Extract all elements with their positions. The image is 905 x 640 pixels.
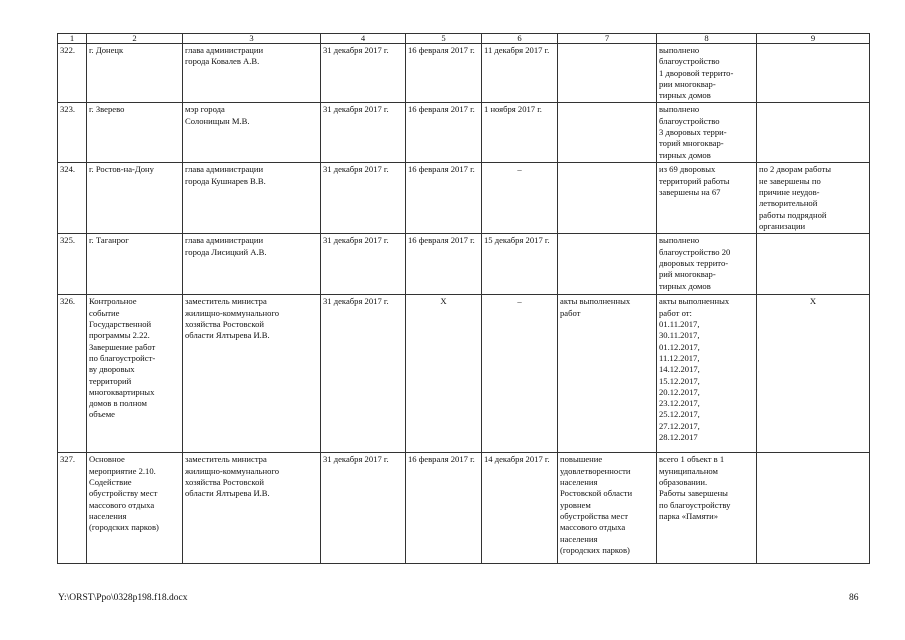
problems-note-line: не завершены по	[759, 175, 821, 186]
actual-result-line: образовании.	[659, 477, 708, 488]
responsible-person-line: области Ялтырева И.В.	[185, 330, 270, 341]
start-date: 16 февраля 2017 г.	[406, 234, 482, 295]
event-name-line: г. Ростов-на-Дону	[89, 164, 154, 175]
actual-date: 15 декабря 2017 г.	[482, 234, 558, 295]
event-name	[87, 453, 183, 564]
responsible-person-line: города Кушнарев В.В.	[185, 175, 266, 186]
actual-result-line: 23.12.2017,	[659, 398, 700, 409]
table-row	[58, 295, 870, 453]
event-name-line: обустройству мест	[89, 488, 158, 499]
actual-date: –	[482, 163, 558, 234]
responsible-person-line: глава администрации	[185, 164, 264, 175]
actual-result	[657, 234, 757, 295]
start-date: 16 февраля 2017 г.	[406, 163, 482, 234]
event-name-line: объеме	[89, 409, 115, 420]
event-name	[87, 44, 183, 103]
problems-note	[757, 234, 870, 295]
actual-result	[657, 453, 757, 564]
event-name-line: г. Зверево	[89, 104, 125, 115]
expected-result-line: удовлетворенности	[560, 465, 631, 476]
event-name-line: мероприятие 2.10.	[89, 465, 156, 476]
row-number: 326.	[58, 295, 87, 453]
responsible-person-line: города Ковалев А.В.	[185, 56, 260, 67]
actual-result	[657, 295, 757, 453]
problems-note-line: причине неудов-	[759, 187, 820, 198]
actual-result-line: 1 дворовой террито-	[659, 67, 734, 78]
problems-note	[757, 295, 870, 453]
row-number: 324.	[58, 163, 87, 234]
actual-result-line: тирных домов	[659, 280, 711, 291]
actual-result-line: 14.12.2017,	[659, 364, 700, 375]
actual-result-line: по благоустройству	[659, 499, 731, 510]
event-name-line: г. Таганрог	[89, 235, 129, 246]
event-name-line: населения	[89, 510, 127, 521]
table-row	[58, 44, 870, 103]
planned-date: 31 декабря 2017 г.	[321, 103, 406, 163]
expected-result	[558, 234, 657, 295]
actual-date: 11 декабря 2017 г.	[482, 44, 558, 103]
problems-note-line: организации	[759, 220, 806, 231]
actual-result-line: 30.11.2017,	[659, 330, 700, 341]
responsible-person	[183, 44, 321, 103]
actual-result-line: выполнено	[659, 45, 700, 55]
problems-note-line: Х	[809, 296, 817, 307]
actual-result-line: 3 дворовых терри-	[659, 127, 727, 138]
event-name-line: ву дворовых	[89, 364, 135, 375]
start-date: Х	[406, 295, 482, 453]
event-name-line: Контрольное	[89, 296, 137, 307]
row-number: 325.	[58, 234, 87, 295]
problems-note	[757, 103, 870, 163]
actual-result-line: дворовых террито-	[659, 258, 729, 269]
actual-result	[657, 163, 757, 234]
problems-note-line: работы подрядной	[759, 209, 827, 220]
planned-date: 31 декабря 2017 г.	[321, 234, 406, 295]
table-row	[58, 453, 870, 564]
event-name	[87, 163, 183, 234]
actual-result-line: 11.12.2017,	[659, 352, 700, 363]
column-number: 9	[757, 34, 870, 44]
event-name-line: массового отдыха	[89, 499, 155, 510]
column-number-row	[58, 34, 870, 44]
expected-result	[558, 103, 657, 163]
actual-result-line: благоустройство 20	[659, 246, 731, 257]
start-date: 16 февраля 2017 г.	[406, 44, 482, 103]
expected-result-line: населения	[560, 477, 598, 488]
problems-note-line: по 2 дворам работы	[759, 164, 832, 175]
event-name-line: г. Донецк	[89, 45, 124, 55]
event-name-line: многоквартирных	[89, 386, 155, 397]
expected-result-line: работ	[560, 307, 581, 318]
actual-result-line: работ от:	[659, 307, 692, 318]
actual-result-line: рии многоквар-	[659, 78, 716, 89]
actual-date: 1 ноября 2017 г.	[482, 103, 558, 163]
actual-result-line: выполнено	[659, 235, 700, 246]
event-name-line: по благоустройст-	[89, 352, 156, 363]
actual-result-line: всего 1 объект в 1	[659, 454, 725, 465]
responsible-person	[183, 453, 321, 564]
start-date: 16 февраля 2017 г.	[406, 103, 482, 163]
actual-result-line: благоустройство	[659, 56, 720, 67]
column-number: 7	[558, 34, 657, 44]
expected-result-line: акты выполненных	[560, 296, 631, 307]
column-number: 8	[657, 34, 757, 44]
actual-result-line: Работы завершены	[659, 488, 728, 499]
event-name	[87, 234, 183, 295]
actual-result-line: 25.12.2017,	[659, 409, 700, 420]
actual-result-line: торий многоквар-	[659, 138, 724, 149]
column-number: 1	[58, 34, 87, 44]
event-name-line: событие	[89, 307, 120, 318]
planned-date: 31 декабря 2017 г.	[321, 295, 406, 453]
responsible-person-line: глава администрации	[185, 45, 264, 55]
problems-note	[757, 163, 870, 234]
actual-result	[657, 44, 757, 103]
event-name-line: Завершение работ	[89, 341, 156, 352]
column-number: 6	[482, 34, 558, 44]
expected-result-line: обустройства мест	[560, 510, 629, 521]
problems-note-line: летворительной	[759, 198, 818, 209]
responsible-person	[183, 234, 321, 295]
responsible-person	[183, 163, 321, 234]
expected-result-line: (городских парков)	[560, 544, 630, 555]
row-number: 327.	[58, 453, 87, 564]
actual-result-line: акты выполненных	[659, 296, 730, 307]
expected-result-line: уровнем	[560, 499, 591, 510]
problems-note	[757, 453, 870, 564]
actual-result-line: парка «Памяти»	[659, 510, 719, 521]
actual-result-line: завершены на 67	[659, 187, 721, 198]
responsible-person-line: заместитель министра	[185, 454, 267, 465]
expected-result	[558, 44, 657, 103]
actual-result-line: 20.12.2017,	[659, 386, 700, 397]
event-name-line: Содействие	[89, 477, 132, 488]
expected-result	[558, 295, 657, 453]
event-name-line: программы 2.22.	[89, 330, 150, 341]
responsible-person-line: мэр города	[185, 104, 225, 115]
report-table	[57, 33, 870, 564]
column-number: 2	[87, 34, 183, 44]
actual-result-line: муниципальном	[659, 465, 718, 476]
table-row	[58, 103, 870, 163]
problems-note	[757, 44, 870, 103]
planned-date: 31 декабря 2017 г.	[321, 44, 406, 103]
table-row	[58, 163, 870, 234]
event-name-line: территорий	[89, 375, 132, 386]
actual-result-line: территорий работы	[659, 175, 730, 186]
expected-result	[558, 163, 657, 234]
responsible-person	[183, 103, 321, 163]
expected-result	[558, 453, 657, 564]
footer-file-path: Y:\ORST\Ppo\0328p198.f18.docx	[58, 593, 188, 603]
responsible-person-line: жилищно-коммунального	[185, 465, 280, 476]
responsible-person-line: жилищно-коммунального	[185, 307, 280, 318]
responsible-person-line: хозяйства Ростовской	[185, 477, 264, 488]
actual-result-line: выполнено	[659, 104, 700, 115]
event-name-line: домов в полном	[89, 398, 147, 409]
actual-result-line: 15.12.2017,	[659, 375, 700, 386]
planned-date: 31 декабря 2017 г.	[321, 453, 406, 564]
actual-result	[657, 103, 757, 163]
actual-date: 14 декабря 2017 г.	[482, 453, 558, 564]
responsible-person	[183, 295, 321, 453]
responsible-person-line: города Лисицкий А.В.	[185, 246, 267, 257]
actual-result-line: 28.12.2017	[659, 432, 698, 443]
row-number: 323.	[58, 103, 87, 163]
expected-result-line: массового отдыха	[560, 522, 626, 533]
expected-result-line: повышение	[560, 454, 603, 465]
event-name	[87, 295, 183, 453]
responsible-person-line: заместитель министра	[185, 296, 267, 307]
responsible-person-line: глава администрации	[185, 235, 264, 246]
footer-page-number: 86	[849, 593, 859, 603]
actual-result-line: 01.11.2017,	[659, 319, 700, 330]
event-name-line: Основное	[89, 454, 125, 465]
planned-date: 31 декабря 2017 г.	[321, 163, 406, 234]
row-number: 322.	[58, 44, 87, 103]
column-number: 3	[183, 34, 321, 44]
responsible-person-line: области Ялтырева И.В.	[185, 488, 270, 499]
event-name-line: (городских парков)	[89, 522, 159, 533]
event-name	[87, 103, 183, 163]
actual-result-line: рий многоквар-	[659, 269, 716, 280]
expected-result-line: населения	[560, 533, 598, 544]
actual-result-line: тирных домов	[659, 149, 711, 160]
responsible-person-line: хозяйства Ростовской	[185, 319, 264, 330]
column-number: 5	[406, 34, 482, 44]
responsible-person-line: Солонищын М.В.	[185, 115, 250, 126]
event-name-line: Государственной	[89, 319, 152, 330]
actual-date: –	[482, 295, 558, 453]
actual-result-line: тирных домов	[659, 90, 711, 101]
column-number: 4	[321, 34, 406, 44]
start-date: 16 февраля 2017 г.	[406, 453, 482, 564]
actual-result-line: из 69 дворовых	[659, 164, 716, 175]
expected-result-line: Ростовской области	[560, 488, 633, 499]
table-row	[58, 234, 870, 295]
actual-result-line: 01.12.2017,	[659, 341, 700, 352]
actual-result-line: 27.12.2017,	[659, 420, 700, 431]
actual-result-line: благоустройство	[659, 115, 720, 126]
